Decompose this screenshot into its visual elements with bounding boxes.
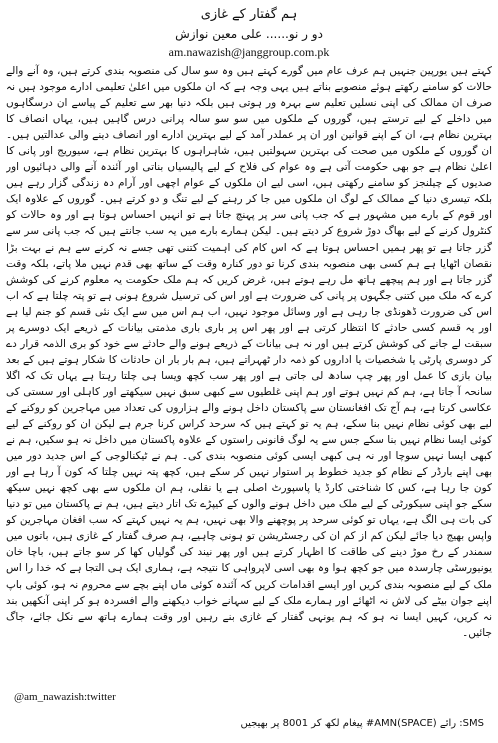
article-body: کہتے ہیں یورپین جنہیں ہم عرف عام میں گورے کہتے ہیں وہ سو سال کی منصوبہ بندی کرتے ہیں، وہ آنے والے حالات کو سامنے رکھتے ہوئے منصوبے بناتے ہیں یہی وجہ ہے کہ ان ملکوں میں اعلیٰ تعلیمی ادارے موجود ہیں نہ صرف ان ممالک کی اپنی نسلیں تعلیم سے بہرہ ور ہوتی ہیں بلکہ دنیا بھر سے تعلیم کے پیاسے ان درسگاہوں میں داخلے کے لیے ترستے ہیں، گوروں کے ملکوں میں سو سو سالہ پرانی درس گاہیں ہیں، یہاں انصاف کا بہترین نظام ہے، ان کے اپنے قوانین اور ان پر عملدر آمد کے لیے بہترین ادارے اور انصاف دینے والی عدالتیں ہیں۔ ان گوروں کے ملکوں میں صحت کی بہترین سہولتیں ہیں، شاہراہوں کا بہترین نظام ہے، سیوریج اور پانی کا اعلیٰ نظام ہے جو بھی حکومت آتی ہے وہ عوام کی فلاح کے لیے پالیسیاں بناتی اور آئندہ آنے والی دہائیوں اور صدیوں کے چیلنجز کو سامنے رکھتی ہیں، اسی لیے ان ملکوں کے عوام اچھی اور آرام دہ زندگی گزار رہے ہیں بلکہ تیسری دنیا کے ممالک کے لوگ ان ملکوں میں جا کر رہنے کے لیے تنگ و دو کرتے ہیں۔ گوروں کے علاوہ ایک اور قوم کے بارے میں مشہور ہے کہ جب پانی سر پر پہنچ جاتا ہے تو انہیں احساس ہوتا ہے اور وہ حالات کو کنٹرول کرنے کے لیے بھاگ دوڑ شروع کر دیتے ہیں۔ لیکن ہمارے بارے میں یہ سب جانتے ہیں کہ جب پانی سر سے گزر جاتا ہے تو پھر ہمیں احساس ہوتا ہے کہ اس کام کی اہمیت کتنی تھی جسے نہ کرنے سے ہم نے بہت بڑا نقصان اٹھایا ہے ہم کسی بھی منصوبہ بندی کرنا تو دور کنارہ وقت کے ساتھ بھی قدم نہیں ملا پاتے، بلکہ وقت گزر جاتا ہے اور ہم پیچھے ہاتھ مل رہے ہوتے ہیں، غرض کریں کہ ہم ملک حکومت یہ معلوم کرنے کی کوشش کرے کہ ملک میں کتنی جگہوں پر پانی کی ضرورت ہے اور اس کی ترسیل شروع ہونی ہے تو پتہ چلتا ہے کہ اب اس کی ضرورت ڈھونڈی جا رہی ہے اور وسائل موجود نہیں، اب ہم اس میں سے ایک نئی قسم کو جنم لیا ہے اور یہ قسم کسی حادثے کا انتظار کرتی ہے اور پھر اس پر باری باری مذمتی بیانات کے ذریعے ایک دوسرے پر سبقت لے جانے کی کوشش کرتے ہیں اور نہ ہی بیانات کے ذریعے ہونے والے حادثے سے خود کو بری الذمہ قرار دے کر دوسری پارٹی یا شخصیات یا اداروں کو ذمہ دار ٹھہراتے ہیں، ہم بار بار ان حادثات کا شکار ہوتے ہیں کے بعد بیان بازی کا عمل اور پھر چپ سادھ لی جاتی ہے اور پھر سب کچھ ویسا ہی چلتا رہتا ہے یہاں تک کہ اگلا سانحہ آ جاتا ہے، ہم کم نہیں ہوتے اور ہم اپنی غلطیوں سے کبھی سبق نہیں سیکھتے اور کاہلی اور سستی کی عکاسی کرتا ہے، ہم آج تک افغانستان سے پاکستان داخل ہونے والے ہزاروں کی تعداد میں مہاجرین کو روکنے کے لیے بھی کوئی نظام نہیں بنا سکے، ہم یہ تو کہتے ہیں کہ سرحد کراس کرنا جرم ہے لیکن ان کو روکنے کے لیے کوئی ایسا نظام نہیں بنا سکے جس سے یہ لوگ قانونی راستوں کے علاوہ پاکستان میں داخل نہ ہو سکیں، ہم نے کبھی ایسا نہیں سوچا اور نہ ہی کبھی ایسی کوئی منصوبہ بندی کی۔ ہم نے ٹیکنالوجی کے اس جدید دور میں بھی اپنے بارڈر کے نظام کو جدید خطوط پر استوار نہیں کر سکے ہیں، کچھ پتہ نہیں چلتا کہ کون آ رہا ہے اور کون جا رہا ہے، کس کا شناختی کارڈ یا پاسپورٹ اصلی ہے یا نقلی، ہم ان ملکوں سے بھی کچھ نہیں سیکھ سکے جو اپنی سیکورٹی کے لیے ملک میں داخل ہونے والوں کے کیپڑے تک اتار دیتے ہیں، ہم نے پاکستان میں تو دنیا کی بات ہی الگ ہے، یہاں تو کوئی سرحد پر پوچھنے والا بھی نہیں، ہم یہ نہیں کہتے کہ سب افغان مہاجرین کو واپس بھیج دیا جائے لیکن کم از کم ان کی رجسٹریشن تو ہونی چاہیے، ہم صرف گفتار کے غازی ہیں، باتوں میں سمندر کے رخ موڑ دینے کی طاقت کا اظہار کرتے ہیں اور پھر نیند کی گولیاں کھا کر سو جاتے ہیں، باچا خان یونیورسٹی چارسدہ میں جو کچھ ہوا وہ بھی اسی لاپرواہی کا نتیجہ ہے، ہماری ایک ہی التجا ہے کہ خدا را اس ملک کے لیے منصوبہ بندی کریں اور ایسے اقدامات کریں کہ آئندہ کوئی ماں اپنے بچے سے محروم نہ ہو، کوئی باپ اپنے جوان بیٹے کی لاش نہ اٹھائے اور ہمارے ملک کے لیے سہانے خواب دیکھنے والے افسردہ ہو کر اپنی آنکھیں بند نہ کریں، کہیں ایسا نہ ہو کہ ہم یونہی گفتار کے غازی بنے رہیں اور وقت ہمارے ہاتھ سے نکل جائے، جاگ جائیں۔ bbox=[6, 65, 492, 639]
article-byline: دو ر نو...... علی معین نوازش bbox=[175, 27, 323, 41]
article-column bbox=[6, 4, 492, 739]
sms-instruction: SMS: رائے (SPACE)AMN# پیغام لکھ کر 8001 پر بھیجیں bbox=[240, 718, 484, 729]
article-title: ہم گفتار کے غازی bbox=[200, 7, 298, 22]
twitter-handle[interactable]: @am_nawazish:twitter bbox=[14, 691, 116, 703]
author-email[interactable]: am.nawazish@janggroup.com.pk bbox=[168, 45, 330, 59]
